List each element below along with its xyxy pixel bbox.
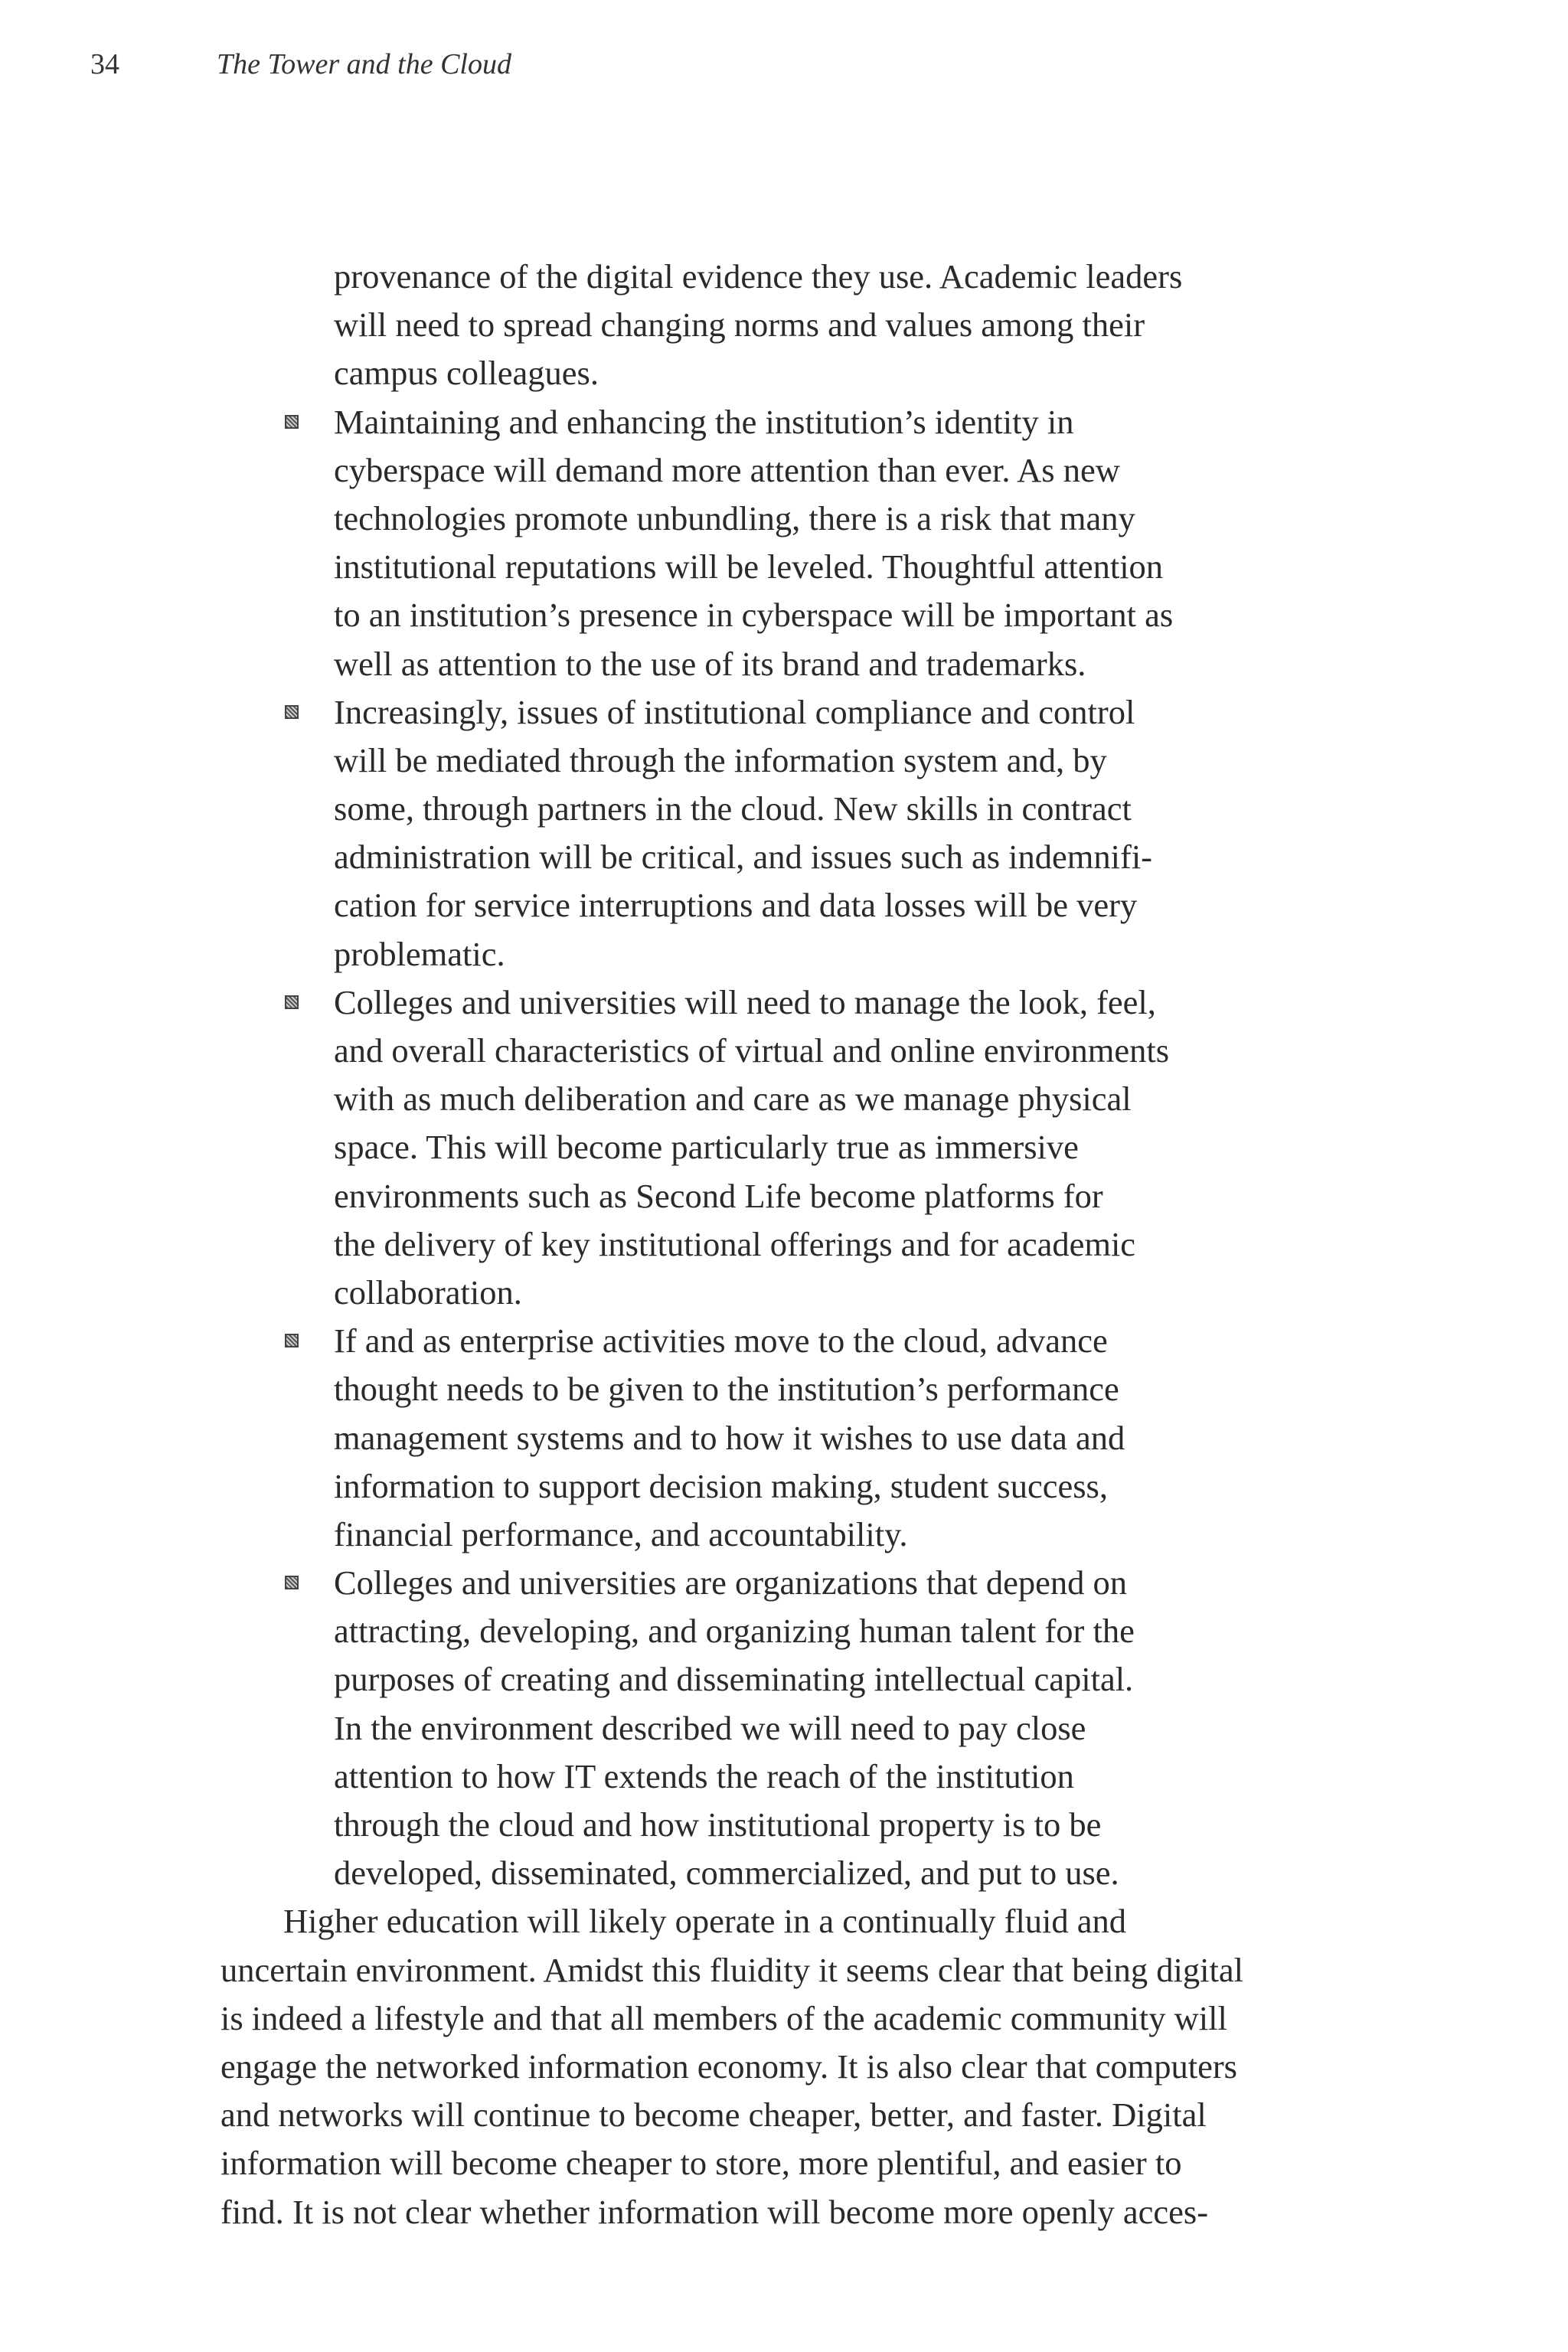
line-text: the delivery of key institutional offerings and for academic <box>334 1224 1136 1263</box>
running-title: The Tower and the Cloud <box>217 48 511 80</box>
text-line <box>220 881 1354 929</box>
line-text: problematic. <box>334 934 505 973</box>
text-line <box>220 1220 1354 1269</box>
text-line <box>220 1655 1354 1704</box>
line-text: is indeed a lifestyle and that all members of the academic community will <box>220 1998 1227 2037</box>
line-text: Higher education will likely operate in a continually fluid and <box>283 1902 1127 1941</box>
line-text: Maintaining and enhancing the institution’s identity in <box>334 402 1074 441</box>
line-text: with as much deliberation and care as we manage physical <box>334 1080 1132 1119</box>
line-text: information will become cheaper to store, more plentiful, and easier to <box>220 2144 1182 2183</box>
line-text: uncertain environment. Amidst this fluidity it seems clear that being digital <box>220 1950 1243 1989</box>
line-text: purposes of creating and disseminating intellectual capital. <box>334 1660 1134 1699</box>
text-line <box>220 1753 1354 1801</box>
text-line <box>220 1801 1354 1849</box>
square-bullet-icon <box>285 705 299 719</box>
text-line <box>220 591 1354 639</box>
line-text: and overall characteristics of virtual and online environments <box>334 1031 1170 1070</box>
text-line <box>220 543 1354 591</box>
square-bullet-icon <box>285 1576 299 1589</box>
line-text: management systems and to how it wishes to use data and <box>334 1418 1125 1457</box>
text-line <box>220 1123 1354 1171</box>
line-text: information to support decision making, student success, <box>334 1466 1108 1505</box>
square-bullet-icon <box>285 995 299 1009</box>
text-line <box>220 1075 1354 1123</box>
text-line <box>220 640 1354 688</box>
bullet-line <box>220 978 1354 1027</box>
line-text: If and as enterprise activities move to the cloud, advance <box>334 1321 1108 1361</box>
text-line <box>220 495 1354 543</box>
bullet-line <box>220 1317 1354 1365</box>
line-text: find. It is not clear whether information will become more openly acces- <box>220 2192 1209 2231</box>
text-line <box>220 349 1354 397</box>
text-line <box>220 1462 1354 1511</box>
bullet-line <box>220 688 1354 737</box>
text-line <box>220 301 1354 349</box>
line-text: and networks will continue to become cheaper, better, and faster. Digital <box>220 2096 1207 2135</box>
text-line <box>220 1849 1354 1897</box>
line-text: provenance of the digital evidence they use. Academic leaders <box>334 257 1183 296</box>
square-bullet-icon <box>285 415 299 429</box>
line-text: campus colleagues. <box>334 354 599 393</box>
line-text: financial performance, and accountability. <box>334 1514 908 1553</box>
bullet-line <box>220 1559 1354 1607</box>
text-line <box>220 446 1354 495</box>
line-text: In the environment described we will need to pay close <box>334 1708 1086 1747</box>
text-line <box>220 1511 1354 1559</box>
line-text: will be mediated through the information system and, by <box>334 740 1107 779</box>
text-line <box>220 253 1354 301</box>
line-text: environments such as Second Life become platforms for <box>334 1176 1103 1215</box>
line-text: attracting, developing, and organizing human talent for the <box>334 1612 1135 1651</box>
text-line <box>220 1897 1354 1945</box>
line-text: will need to spread changing norms and values among their <box>334 305 1145 345</box>
text-line <box>220 785 1354 833</box>
body-text <box>220 253 1354 2236</box>
bullet-line <box>220 398 1354 446</box>
text-line <box>220 1994 1354 2043</box>
text-line <box>220 1269 1354 1317</box>
text-line <box>220 833 1354 881</box>
text-line <box>220 930 1354 978</box>
text-line <box>220 1704 1354 1753</box>
text-line <box>220 1027 1354 1075</box>
text-line <box>220 1414 1354 1462</box>
text-line <box>220 2091 1354 2139</box>
line-text: to an institution’s presence in cyberspace will be important as <box>334 596 1174 635</box>
line-text: Increasingly, issues of institutional compliance and control <box>334 692 1135 731</box>
line-text: some, through partners in the cloud. New skills in contract <box>334 789 1132 828</box>
text-line <box>220 2043 1354 2091</box>
text-line <box>220 1946 1354 1994</box>
line-text: institutional reputations will be leveled. Thoughtful attention <box>334 547 1164 586</box>
square-bullet-icon <box>285 1334 299 1348</box>
text-line <box>220 1365 1354 1413</box>
text-line <box>220 2139 1354 2187</box>
page-number: 34 <box>90 48 119 80</box>
line-text: cation for service interruptions and data losses will be very <box>334 886 1138 925</box>
line-text: Colleges and universities will need to manage the look, feel, <box>334 982 1156 1021</box>
line-text: administration will be critical, and issues such as indemnifi- <box>334 838 1152 877</box>
line-text: developed, disseminated, commercialized, and put to use. <box>334 1854 1119 1893</box>
line-text: engage the networked information economy. It is also clear that computers <box>220 2047 1237 2086</box>
line-text: attention to how IT extends the reach of the institution <box>334 1756 1074 1795</box>
line-text: well as attention to the use of its brand and trademarks. <box>334 644 1086 683</box>
text-line <box>220 1172 1354 1220</box>
line-text: Colleges and universities are organizations that depend on <box>334 1563 1127 1602</box>
line-text: technologies promote unbundling, there is a risk that many <box>334 498 1135 537</box>
text-line <box>220 2188 1354 2236</box>
line-text: space. This will become particularly true as immersive <box>334 1128 1079 1167</box>
text-line <box>220 1607 1354 1655</box>
text-line <box>220 737 1354 785</box>
line-text: through the cloud and how institutional property is to be <box>334 1805 1102 1844</box>
line-text: cyberspace will demand more attention than ever. As new <box>334 450 1120 489</box>
line-text: collaboration. <box>334 1272 522 1312</box>
line-text: thought needs to be given to the institution’s performance <box>334 1370 1119 1409</box>
